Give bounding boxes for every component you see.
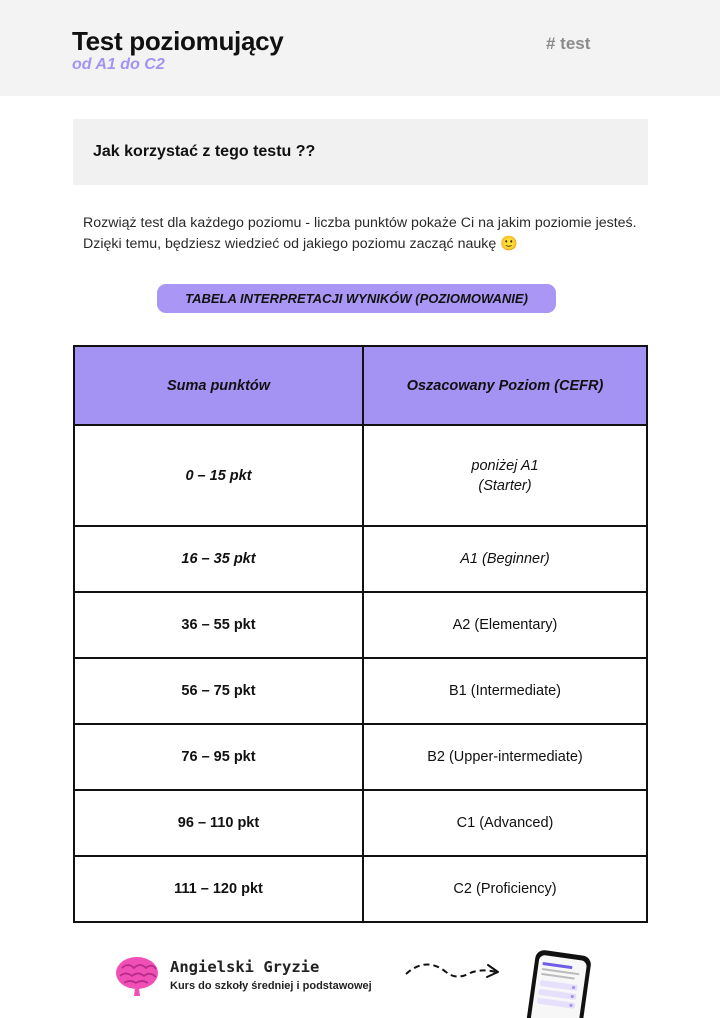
table-row bbox=[74, 425, 647, 526]
level-cell bbox=[363, 425, 647, 526]
points-cell: 76 – 95 pkt bbox=[74, 724, 363, 790]
phone-mockup-icon bbox=[515, 950, 595, 1018]
table-row bbox=[74, 526, 647, 592]
intro-text: Rozwiąż test dla każdego poziomu - liczba punktów pokaże Ci na jakim poziomie jesteś. Dzięki temu, będziesz wiedzieć od jakiego poziomu zacząć naukę bbox=[83, 215, 637, 252]
page-subtitle: od A1 do C2 bbox=[72, 56, 165, 73]
brain-icon bbox=[114, 954, 160, 998]
table-row bbox=[74, 724, 647, 790]
brand-tagline: Kurs do szkoły średniej i podstawowej bbox=[170, 980, 372, 992]
header-level: Oszacowany Poziom (CEFR) bbox=[363, 346, 647, 425]
points-cell: 96 – 110 pkt bbox=[74, 790, 363, 856]
points-cell: 16 – 35 pkt bbox=[74, 526, 363, 592]
howto-box bbox=[73, 119, 648, 185]
points-cell: 0 – 15 pkt bbox=[74, 425, 363, 526]
level-cell: C2 (Proficiency) bbox=[363, 856, 647, 922]
dashed-arrow-icon bbox=[404, 958, 504, 988]
table-row bbox=[74, 658, 647, 724]
header-points: Suma punktów bbox=[74, 346, 363, 425]
points-cell: 36 – 55 pkt bbox=[74, 592, 363, 658]
level-cell: C1 (Advanced) bbox=[363, 790, 647, 856]
level-line: (Starter) bbox=[478, 477, 532, 494]
table-header-row bbox=[74, 346, 647, 425]
level-line: poniżej A1 bbox=[471, 457, 539, 474]
intro-paragraph bbox=[83, 213, 643, 255]
points-cell: 56 – 75 pkt bbox=[74, 658, 363, 724]
points-cell: 111 – 120 pkt bbox=[74, 856, 363, 922]
brand-name: Angielski Gryzie bbox=[170, 958, 320, 976]
level-cell: B1 (Intermediate) bbox=[363, 658, 647, 724]
level-cell: B2 (Upper-intermediate) bbox=[363, 724, 647, 790]
table-caption-pill: TABELA INTERPRETACJI WYNIKÓW (POZIOMOWANIE) bbox=[157, 284, 556, 313]
results-table bbox=[73, 345, 648, 923]
table-row bbox=[74, 592, 647, 658]
page-header bbox=[0, 0, 720, 96]
page-title: Test poziomujący bbox=[72, 26, 284, 56]
smile-emoji-icon: 🙂 bbox=[500, 236, 518, 252]
hashtag-label: # test bbox=[546, 34, 591, 53]
howto-title: Jak korzystać z tego testu ?? bbox=[93, 143, 316, 160]
level-cell: A2 (Elementary) bbox=[363, 592, 647, 658]
table-row bbox=[74, 790, 647, 856]
level-cell: A1 (Beginner) bbox=[363, 526, 647, 592]
table-row bbox=[74, 856, 647, 922]
